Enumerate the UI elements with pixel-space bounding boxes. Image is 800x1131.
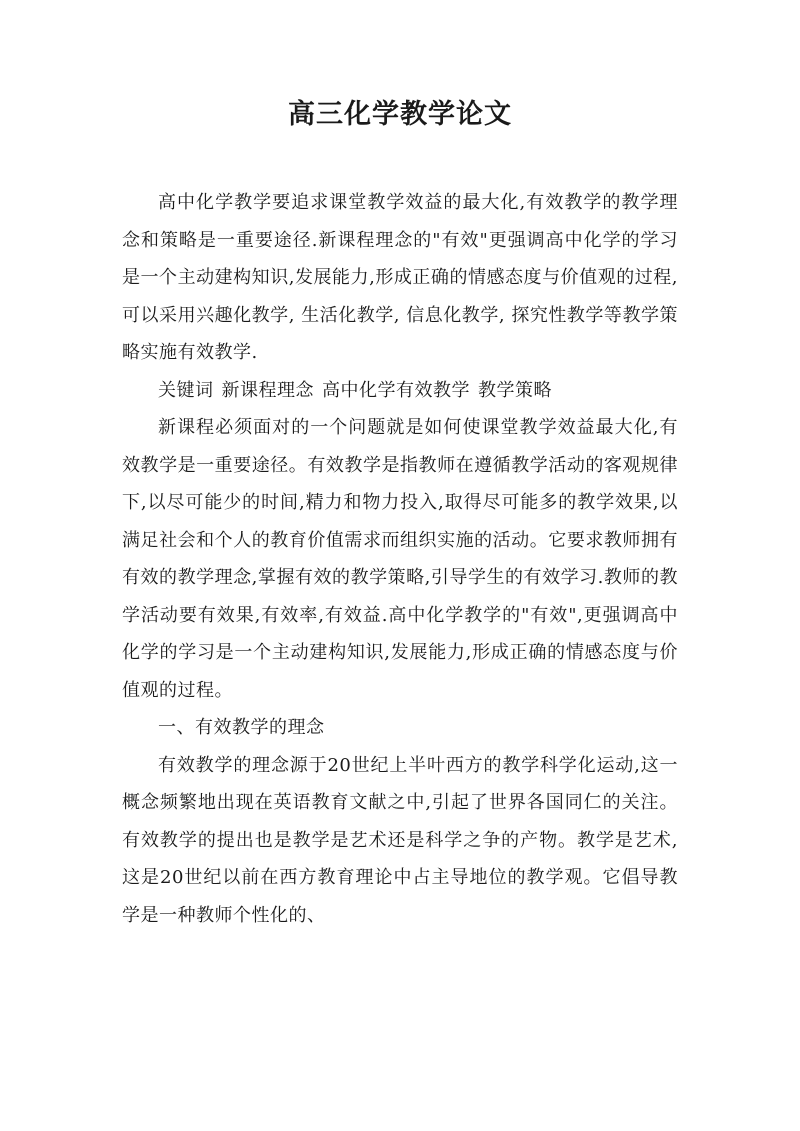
- intro-paragraph: 新课程必须面对的一个问题就是如何使课堂教学效益最大化,有效教学是一重要途径。有效教学是指教师在遵循教学活动的客观规律下,以尽可能少的时间,精力和物力投入,取得尽可能多的教学效果,以满足社会和个人的教育价值需求而组织实施的活动。它要求教师拥有有效的教学理念,掌握有效的教学策略,引导学生的有效学习.教师的教学活动要有效果,有效率,有效益.高中化学教学的"有效",更强调高中化学的学习是一个主动建构知识,发展能力,形成正确的情感态度与价值观的过程。: [122, 417, 678, 701]
- section-heading: 一、有效教学的理念: [158, 717, 325, 738]
- document-body: [122, 184, 678, 934]
- keyword-item: 教学策略: [478, 379, 552, 401]
- keywords-line: [122, 372, 678, 410]
- keyword-item: 高中化学有效教学: [322, 379, 470, 401]
- keyword-item: 新课程理念: [221, 379, 314, 401]
- keywords-label: 关键词: [158, 379, 214, 401]
- abstract-paragraph: 高中化学教学要追求课堂教学效益的最大化,有效教学的教学理念和策略是一重要途径.新课程理念的"有效"更强调高中化学的学习是一个主动建构知识,发展能力,形成正确的情感态度与价值观的过程,可以采用兴趣化教学, 生活化教学, 信息化教学, 探究性教学等教学策略实施有效教学.: [122, 192, 678, 363]
- document-title: 高三化学教学论文: [288, 99, 512, 130]
- section-paragraph: 有效教学的理念源于20世纪上半叶西方的教学科学化运动,这一概念频繁地出现在英语教育文献之中,引起了世界各国同仁的关注。有效教学的提出也是教学是艺术还是科学之争的产物。教学是艺术,这是20世纪以前在西方教育理论中占主导地位的教学观。它倡导教学是一种教师个性化的、: [122, 754, 678, 926]
